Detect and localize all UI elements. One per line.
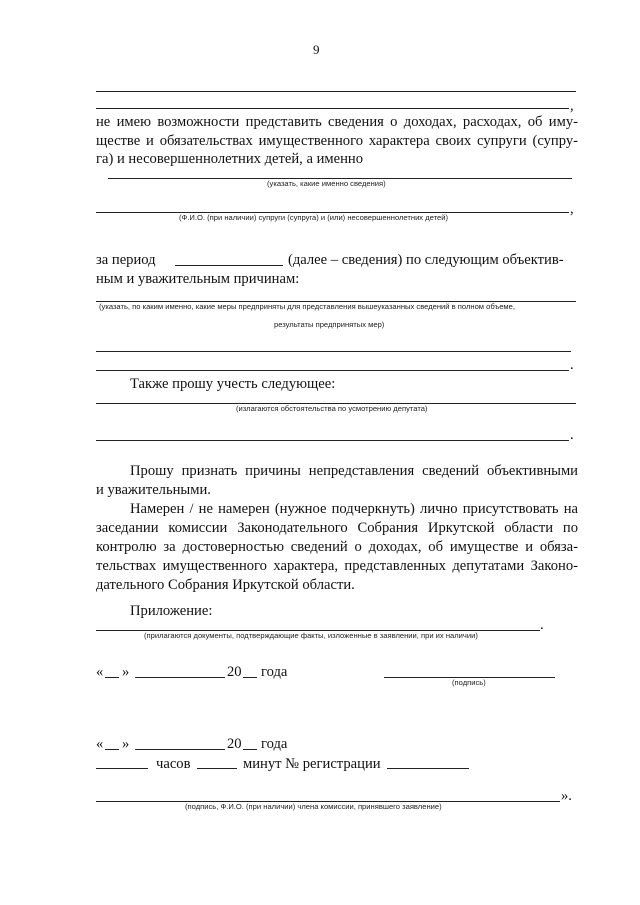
open-quote: « — [96, 664, 104, 680]
caption-attachments: (прилагаются документы, подтверждающие факты, изложенные в заявлении, при их наличии) — [144, 631, 478, 640]
minutes-blank — [197, 768, 237, 769]
attachment-label: Приложение: — [130, 603, 213, 619]
year-word: года — [261, 736, 288, 752]
period-mark: . — [540, 617, 544, 633]
page-number: 9 — [313, 42, 320, 57]
paragraph-line: и уважительными. — [96, 482, 211, 498]
day-blank — [105, 749, 119, 750]
period-blank — [175, 265, 283, 266]
period-prefix: за период — [96, 252, 156, 268]
year-blank — [243, 677, 257, 678]
year-blank — [243, 749, 257, 750]
caption-fio-family: (Ф.И.О. (при наличии) супруги (супруга) и (или) несовершеннолетних детей) — [179, 213, 449, 222]
close-quote: » — [122, 736, 130, 752]
paragraph-line: тельствах имущественного характера, представленных депутатами Законо- — [96, 558, 578, 574]
closing-mark: ». — [561, 788, 572, 804]
blank-line — [96, 440, 569, 441]
blank-line — [96, 351, 571, 352]
day-blank — [105, 677, 119, 678]
minutes-registration-label: минут № регистрации — [243, 756, 381, 772]
paragraph-line: Прошу признать причины непредставления сведений объективными — [130, 463, 578, 479]
blank-line — [96, 108, 569, 109]
paragraph-line: ществе и обязательствах имущественного характера своих супруги (супру- — [96, 133, 578, 149]
year-prefix: 20 — [227, 664, 242, 680]
paragraph-line: контролю за достоверностью сведений о доходах, об имуществе и обяза- — [96, 539, 578, 555]
caption-which-info: (указать, какие именно сведения) — [267, 179, 386, 188]
paragraph-line: ным и уважительным причинам: — [96, 271, 300, 287]
hours-blank — [96, 768, 148, 769]
hours-label: часов — [156, 756, 191, 772]
trailing-comma: , — [570, 201, 574, 217]
paragraph-line: не имею возможности представить сведения о доходах, расходах, об иму- — [96, 114, 578, 130]
period-suffix: (далее – сведения) по следующим объектив- — [288, 252, 564, 268]
blank-line — [96, 370, 569, 371]
trailing-comma: , — [570, 98, 574, 114]
caption-signature-member: (подпись, Ф.И.О. (при наличии) члена комиссии, принявшего заявление) — [185, 802, 442, 811]
close-quote: » — [122, 664, 130, 680]
paragraph-line: заседании комиссии Законодательного Собрания Иркутской области по — [96, 520, 578, 536]
caption-measures: результаты предпринятых мер) — [274, 320, 385, 329]
paragraph-line: Намерен / не намерен (нужное подчеркнуть) лично присутствовать на — [130, 501, 578, 517]
paragraph-line: дательного Собрания Иркутской области. — [96, 577, 355, 593]
month-blank — [135, 677, 225, 678]
caption-measures: (указать, по каким именно, какие меры предприняты для представления вышеуказанных сведений в полном объеме, — [99, 302, 515, 311]
registration-number-blank — [387, 768, 469, 769]
period-mark: . — [570, 427, 574, 443]
blank-line — [96, 91, 576, 92]
paragraph-line: га) и несовершеннолетних детей, а именно — [96, 151, 364, 167]
year-prefix: 20 — [227, 736, 242, 752]
year-word: года — [261, 664, 288, 680]
period-mark: . — [570, 357, 574, 373]
also-request: Также прошу учесть следующее: — [130, 376, 336, 392]
caption-circumstances: (излагаются обстоятельства по усмотрению депутата) — [236, 404, 428, 413]
month-blank — [135, 749, 225, 750]
open-quote: « — [96, 736, 104, 752]
caption-signature: (подпись) — [452, 678, 486, 687]
